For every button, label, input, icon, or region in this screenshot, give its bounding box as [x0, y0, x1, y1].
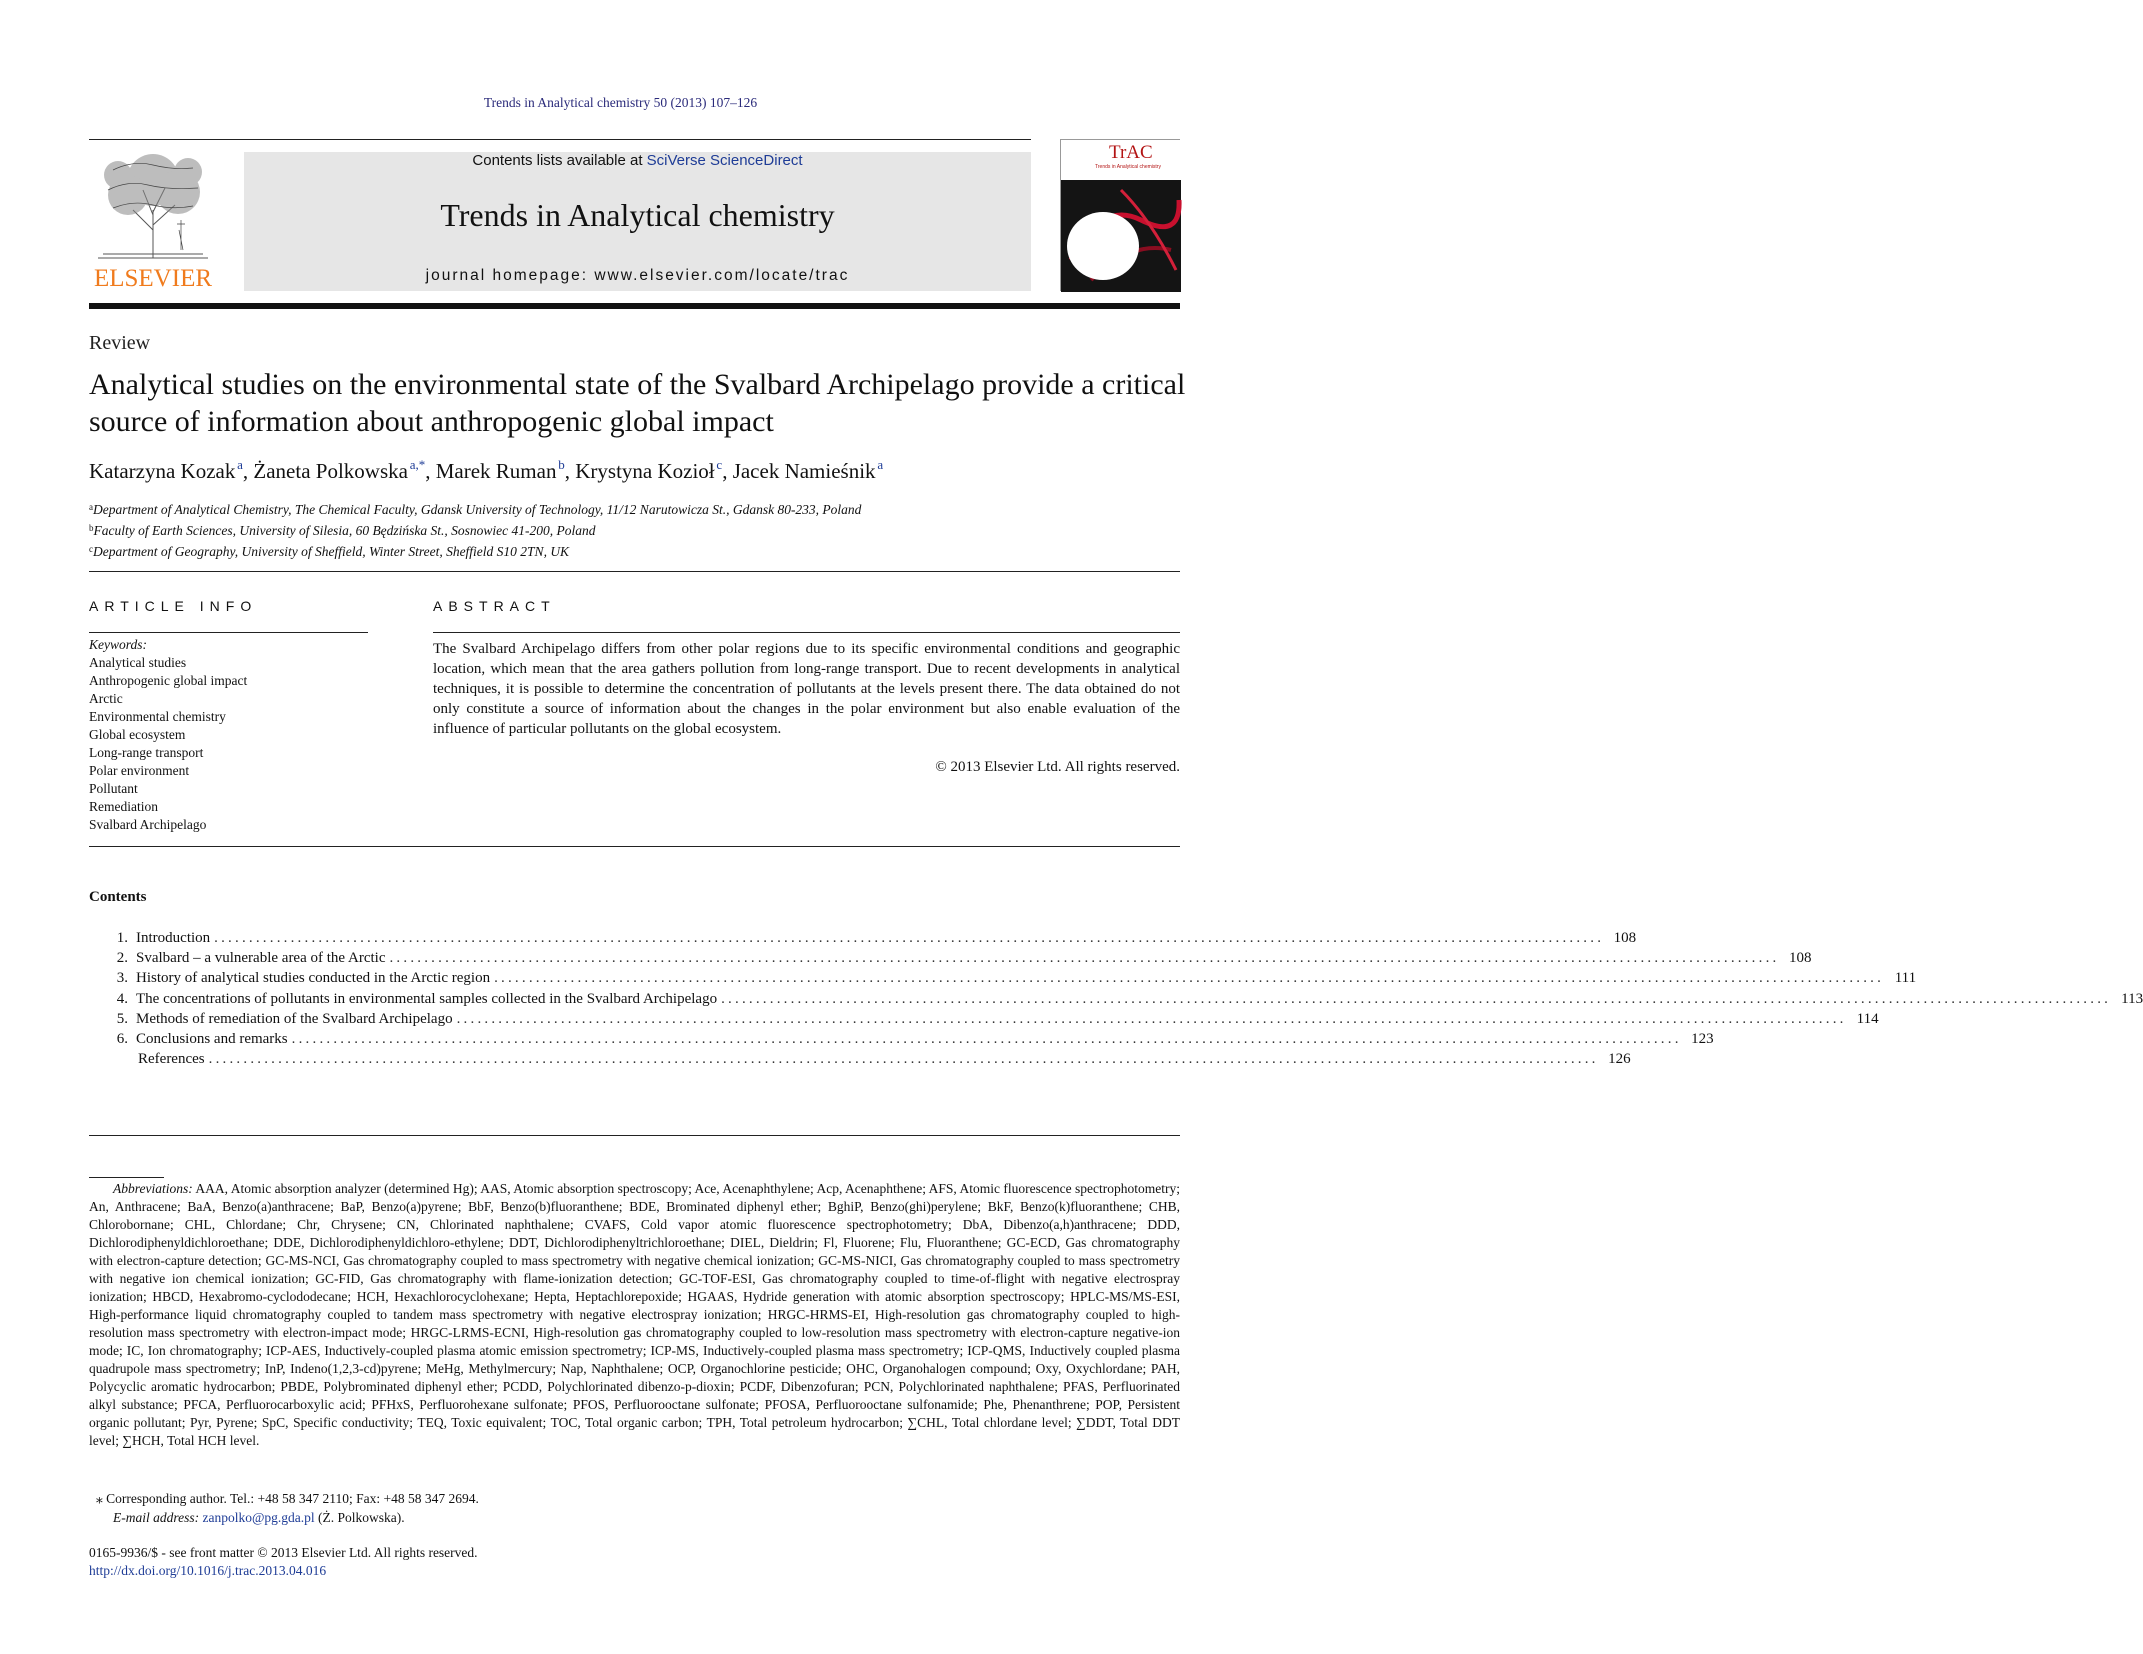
- article-info-rule: [89, 632, 368, 633]
- toc-number: 1.: [116, 930, 128, 946]
- toc-leader: ........................................................................................................................................................................................................: [291, 1030, 1682, 1047]
- footnote-rule: [89, 1177, 164, 1178]
- abbreviations-text: AAA, Atomic absorption analyzer (determined Hg); AAS, Atomic absorption spectroscopy; Ace, Acenaphthylene; Acp, Acenaphthene; AFS, Atomic fluorescence spectrophotometry; An, Anthracene; BaA, Benzo(a)anthracene; BaP, Benzo(a)pyrene; BbF, Benzo(b)fluoranthene; BDE, Brominated diphenyl ether; BghiP, Benzo(ghi)perylene; BkF, Benzo(k)fluoranthene; CHB, Chlorobornane; CHL, Chlordane; Chr, Chrysene; CN, Chlorinated naphthalene; CVAFS, Cold vapor atomic fluorescence spectrophotometry; DbA, Dibenzo(a,h)anthracene; DDD, Dichlorodiphenyldichloroethane; DDE, Dichlorodiphenyldichloro-ethylene; DDT, Dichlorodiphenyltrichloroethane; DIEL, Dieldrin; Fl, Fluorene; Flu, Fluoranthene; GC-ECD, Gas chromatography with electron-capture detection; GC-MS-NCI, Gas chromatography coupled to mass spectrometry with negative chemical ionization; GC-MS-NICI, Gas chromatography coupled to mass spectrometry with negative ion chemical ionization; GC-FID, Gas chromatography with flame-ionization detection; GC-TOF-ESI, Gas chromatography coupled to time-of-flight with negative electrospray ionization; HBCD, Hexabromo-cyclododecane; HCH, Hexachlorocyclohexane; Hepta, Heptachlorepoxide; HGAAS, Hydride generation with atomic absorption spectroscopy; HPLC-MS/MS-ESI, High-performance liquid chromatography coupled to tandem mass spectrometry with negative electrospray ionization; HRGC-HRMS-EI, High-resolution gas chromatography coupled to high-resolution mass spectrometry with electron-impact mode; HRGC-LRMS-ECNI, High-resolution gas chromatography coupled to low-resolution mass spectrometry with electron-capture negative-ion mode; IC, Ion chromatography; ICP-AES, Inductively-coupled plasma atomic emission spectrometry; ICP-MS, Inductively-coupled plasma mass spectrometry; ICP-QMS, Inductively coupled plasma quadrupole mass spectrometry; InP, Indeno(1,2,3-cd)pyrene; MeHg, Methylmercury; Nap, Naphthalene; OCP, Organochlorine pesticide; OHC, Organohalogen compound; Oxy, Oxychlordane; PAH, Polycyclic aromatic hydrocarbon; PBDE, Polybrominated diphenyl ether; PCDD, Polychlorinated dibenzo-p-dioxin; PCDF, Dibenzofuran; PCN, Polychlorinated naphthalene; PFAS, Perfluorinated alkyl substance; PFCA, Perfluorocarboxylic acid; PFHxS, Perfluorohexane sulfonate; PFOS, Perfluorooctane sulfonate; PFOSA, Perfluorooctane sulfonamide; Phe, Phenanthrene; POP, Persistent organic pollutant; Pyr, Pyrene; SpC, Specific conductivity; TEQ, Toxic equivalent; TOC, Total organic carbon; TPH, Total petroleum hydrocarbon; ∑CHL, Total chlordane level; ∑DDT, Total DDT level; ∑HCH, Total HCH level.: [89, 1181, 1180, 1448]
- email-suffix: (Ż. Polkowska).: [314, 1510, 405, 1525]
- keyword: Anthropogenic global impact: [89, 673, 248, 688]
- keyword: Pollutant: [89, 781, 138, 796]
- abstract-copyright: © 2013 Elsevier Ltd. All rights reserved.: [935, 759, 1180, 775]
- toc-leader: ........................................................................................................................................................................................................: [389, 950, 1780, 967]
- doi-link[interactable]: http://dx.doi.org/10.1016/j.trac.2013.04.016: [89, 1563, 327, 1578]
- abstract-rule: [433, 632, 1180, 633]
- author-affil-sup[interactable]: a: [237, 457, 243, 472]
- keywords-block: [89, 636, 389, 834]
- keyword: Long-range transport: [89, 745, 204, 760]
- contents-heading: Contents: [89, 889, 147, 905]
- keyword: Svalbard Archipelago: [89, 817, 207, 832]
- elsevier-tree-icon: [93, 150, 213, 262]
- elsevier-wordmark: ELSEVIER: [93, 265, 213, 292]
- author-name[interactable]: Katarzyna Kozak: [89, 459, 236, 483]
- toc-entry[interactable]: [89, 968, 1917, 988]
- affiliation-marker: c: [89, 544, 93, 554]
- table-of-contents: [89, 928, 2143, 1069]
- toc-title: Methods of remediation of the Svalbard Archipelago: [136, 1010, 453, 1027]
- email-link[interactable]: zanpolko@pg.gda.pl: [202, 1510, 315, 1525]
- toc-number: 2.: [116, 950, 128, 967]
- keyword: Arctic: [89, 691, 123, 706]
- affiliation: [89, 519, 1189, 540]
- affiliation-text: Faculty of Earth Sciences, University of Silesia, 60 Będzińska St., Sosnowiec 41-200, Poland: [93, 523, 596, 538]
- journal-title: Trends in Analytical chemistry: [440, 197, 835, 233]
- toc-leader: ........................................................................................................................................................................................................: [494, 970, 1885, 987]
- abstract-heading: ABSTRACT: [433, 598, 556, 614]
- toc-page: 123: [1691, 1030, 1714, 1047]
- section-rule: [89, 1135, 1180, 1136]
- affiliations: [89, 498, 1189, 561]
- keyword: Analytical studies: [89, 655, 187, 670]
- abbreviations-footnote: [89, 1180, 1180, 1450]
- toc-page: 113: [2121, 990, 2143, 1007]
- issn-line: 0165-9936/$ - see front matter © 2013 Elsevier Ltd. All rights reserved.: [89, 1545, 478, 1560]
- abstract-text: The Svalbard Archipelago differs from other polar regions due to its specific environmental conditions and geographic location, which mean that the area gathers pollution from long-range transport. Due to recent developments in analytical techniques, it is possible to determine the concentration of pollutants at the levels present there. The data obtained do not only constitute a source of information about the changes in the polar environment but also enable evaluation of the influence of particular pollutants on the global ecosystem.: [433, 641, 1180, 737]
- toc-leader: ........................................................................................................................................................................................................: [208, 1051, 1599, 1068]
- keyword: Global ecosystem: [89, 727, 186, 742]
- article-type: Review: [89, 332, 151, 354]
- affiliation: [89, 540, 1189, 561]
- corresponding-author-note: ⁎ Corresponding author. Tel.: +48 58 347 2110; Fax: +48 58 347 2694.: [96, 1491, 479, 1506]
- sciencedirect-link[interactable]: SciVerse ScienceDirect: [646, 152, 803, 169]
- toc-entry[interactable]: [89, 989, 2143, 1009]
- email-label: E-mail address:: [113, 1510, 200, 1525]
- toc-page: 108: [1613, 930, 1637, 946]
- author-affil-sup[interactable]: c: [716, 457, 723, 472]
- article-info-heading: ARTICLE INFO: [89, 598, 258, 614]
- journal-banner: [244, 152, 1031, 291]
- affiliation-text: Department of Geography, University of Sheffield, Winter Street, Sheffield S10 2TN, UK: [93, 544, 570, 559]
- toc-entry[interactable]: [89, 928, 1637, 948]
- journal-homepage[interactable]: journal homepage: www.elsevier.com/locate/trac: [425, 267, 850, 284]
- toc-number: 4.: [116, 990, 128, 1007]
- email-note: [113, 1509, 1113, 1527]
- elsevier-logo: [89, 150, 217, 292]
- journal-citation: Trends in Analytical chemistry 50 (2013) 107–126: [483, 95, 758, 110]
- author-affil-sup[interactable]: a: [877, 457, 884, 472]
- trac-logo: TrAC: [1109, 142, 1153, 163]
- header-thick-rule: [89, 303, 1180, 309]
- keyword: Remediation: [89, 799, 158, 814]
- toc-number: 5.: [116, 1010, 128, 1027]
- keyword: Polar environment: [89, 763, 190, 778]
- author-name[interactable]: Krystyna Kozioł: [575, 459, 715, 483]
- toc-entry[interactable]: [89, 1029, 1714, 1049]
- journal-cover: [1060, 139, 1180, 291]
- article-title: Analytical studies on the environmental state of the Svalbard Archipelago provide a critical source of information about anthropogenic global impact: [89, 368, 1186, 438]
- toc-entry[interactable]: [89, 1049, 1631, 1069]
- section-rule: [89, 846, 1180, 847]
- author-name[interactable]: Żaneta Polkowska: [253, 459, 408, 483]
- toc-title: Conclusions and remarks: [136, 1030, 288, 1047]
- affiliation-marker: b: [89, 523, 94, 533]
- author-affil-sup[interactable]: a,*: [409, 457, 426, 472]
- toc-title: References: [138, 1051, 205, 1068]
- cover-art-icon: [1061, 180, 1181, 292]
- section-rule: [89, 571, 1180, 572]
- author-name[interactable]: Jacek Namieśnik: [732, 459, 876, 483]
- toc-entry[interactable]: [89, 948, 1812, 968]
- toc-number: 6.: [116, 1030, 128, 1047]
- author-name[interactable]: Marek Ruman: [435, 459, 557, 483]
- toc-leader: ........................................................................................................................................................................................................: [721, 990, 2112, 1007]
- toc-title: Svalbard – a vulnerable area of the Arctic: [136, 950, 386, 967]
- toc-title: History of analytical studies conducted in the Arctic region: [136, 970, 491, 987]
- header-rule: [89, 139, 1031, 140]
- affiliation-marker: a: [89, 502, 93, 512]
- toc-page: 126: [1608, 1051, 1631, 1068]
- keywords-label: Keywords:: [89, 637, 147, 652]
- abbreviations-label: Abbreviations:: [113, 1181, 193, 1196]
- toc-leader: ........................................................................................................................................................................................................: [456, 1010, 1847, 1027]
- toc-page: 111: [1894, 970, 1917, 987]
- toc-number: 3.: [116, 970, 128, 987]
- contents-prefix: Contents lists available at: [472, 152, 647, 169]
- author-affil-sup[interactable]: b: [558, 457, 565, 472]
- affiliation: [89, 498, 1189, 519]
- keyword: Environmental chemistry: [89, 709, 226, 724]
- toc-page: 108: [1788, 950, 1812, 967]
- toc-title: Introduction: [136, 930, 211, 946]
- cover-subtitle: Trends in Analytical chemistry: [1095, 164, 1161, 170]
- affiliation-text: Department of Analytical Chemistry, The Chemical Faculty, Gdansk University of Technology, 11/12 Narutowicza St., Gdansk 80-233, Poland: [93, 502, 862, 517]
- contents-availability: [244, 152, 1031, 169]
- toc-page: 114: [1856, 1010, 1879, 1027]
- author-list: Katarzyna Kozak $^a$, Żaneta Polkowska $^{a,*}$, Marek Ruman $^b$, Krystyna Kozioł $^c$, Jacek Namieśnik $^a$: [89, 457, 884, 483]
- toc-title: The concentrations of pollutants in environmental samples collected in the Svalbard Archipelago: [136, 990, 718, 1007]
- toc-leader: ........................................................................................................................................................................................................: [214, 930, 1605, 946]
- toc-entry[interactable]: [89, 1009, 1879, 1029]
